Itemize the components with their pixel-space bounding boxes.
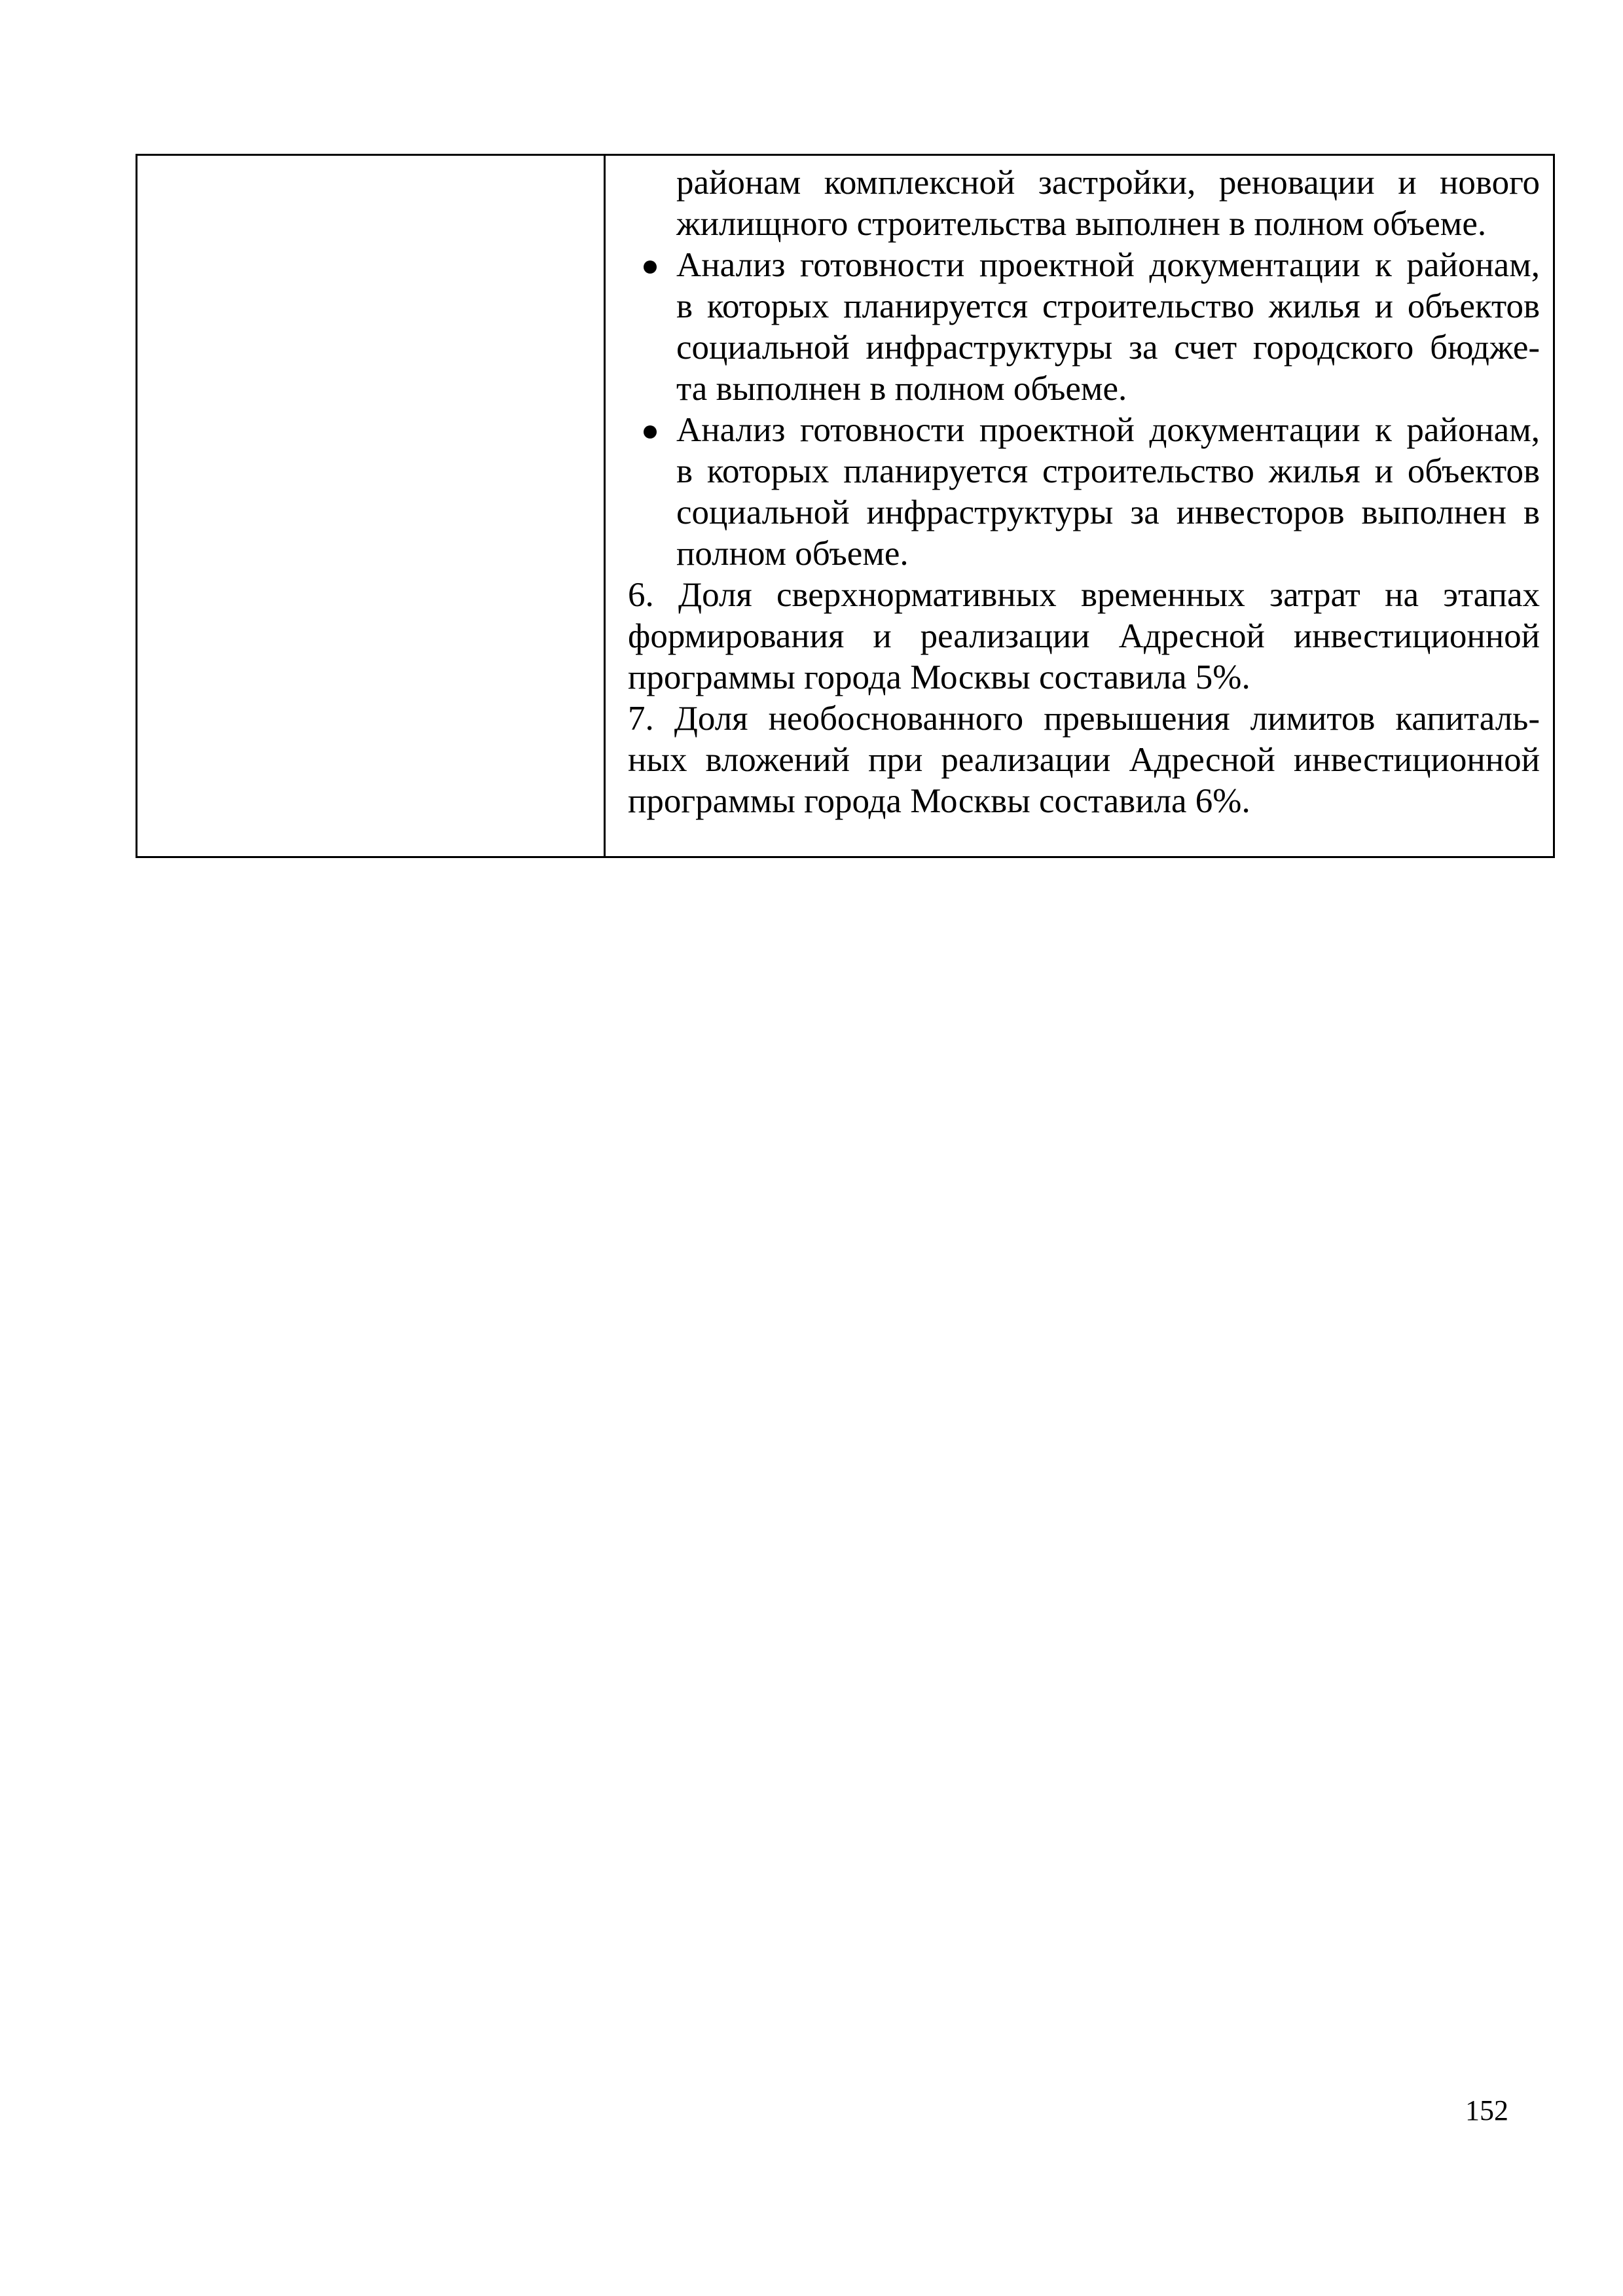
paragraph-line: программы города Москвы составила 6%. — [628, 782, 1250, 820]
paragraph-line: программы города Москвы составила 5%. — [628, 658, 1250, 696]
continuation-line: жилищного строительства выполнен в полном объеме. — [676, 205, 1487, 243]
list-item-line: Анализ готовности проектной документации к районам, — [676, 411, 1540, 449]
continuation-text — [628, 162, 1540, 245]
paragraph-line: формирования и реализации Адресной инвестиционной — [628, 617, 1540, 655]
continuation-line: районам комплексной застройки, реновации и нового — [676, 164, 1540, 202]
bullet-icon — [644, 425, 657, 439]
list-item — [628, 245, 1540, 410]
list-item-line: в которых планируется строительство жилья и объектов — [676, 452, 1540, 490]
content-table — [136, 154, 1555, 858]
right-cell-content — [606, 156, 1553, 822]
left-cell — [137, 155, 605, 857]
paragraph-line: 7. Доля необоснованного превышения лимитов капиталь- — [628, 700, 1540, 738]
list-item — [628, 410, 1540, 575]
list-item-line: социальной инфраструктуры за счет городского бюдже- — [676, 329, 1540, 367]
list-item-line: Анализ готовности проектной документации к районам, — [676, 246, 1540, 284]
bullet-icon — [644, 260, 657, 274]
list-item-line: социальной инфраструктуры за инвесторов выполнен в — [676, 493, 1540, 531]
bullet-list — [628, 245, 1540, 575]
right-cell — [605, 155, 1554, 857]
table-row — [137, 155, 1554, 857]
item-7-paragraph — [628, 698, 1540, 822]
paragraph-line: ных вложений при реализации Адресной инвестиционной — [628, 741, 1540, 779]
page-number: 152 — [1465, 2094, 1508, 2126]
list-item-line: та выполнен в полном объеме. — [676, 370, 1127, 408]
paragraph-line: 6. Доля сверхнормативных временных затрат на этапах — [628, 576, 1540, 614]
item-6-paragraph — [628, 575, 1540, 698]
list-item-line: в которых планируется строительство жилья и объектов — [676, 287, 1540, 325]
list-item-line: полном объеме. — [676, 535, 909, 573]
